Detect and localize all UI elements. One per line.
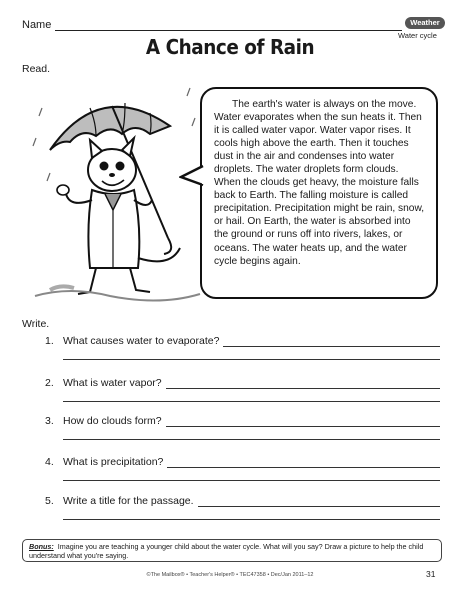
bonus-label: Bonus:: [29, 542, 54, 551]
answer-line[interactable]: [166, 418, 440, 427]
question-number: 2.: [45, 377, 54, 389]
reading-passage: The earth's water is always on the move. Water evaporates when the sun heats it. Then it is called water vapor. Water vapor rises. It cools high above the earth. Then it touches dust in the air and condenses into water droplets. The water droplets form clouds. When the clouds get heavy, the moisture falls back to Earth. The falling moisture is called precipitation. Precipitation might be rain, snow, or hail. On Earth, the water is absorbed into the ground or runs off into rivers, lakes, or oceans. The water heats up, and the water cycle begins again.: [214, 99, 425, 267]
question-text: What is water vapor?: [63, 377, 162, 389]
bonus-box: [22, 539, 442, 562]
bonus-text: Imagine you are teaching a younger child about the water cycle. What will you say? Draw a picture to help the child understand what you're saying.: [29, 542, 424, 561]
question-number: 4.: [45, 456, 54, 468]
answer-line[interactable]: [167, 459, 440, 468]
name-label: Name: [22, 19, 52, 31]
answer-line[interactable]: [63, 359, 440, 360]
question-2: [45, 375, 440, 389]
answer-line[interactable]: [63, 480, 440, 481]
question-number: 1.: [45, 335, 54, 347]
name-input-line[interactable]: [55, 21, 402, 31]
write-instruction: Write.: [22, 318, 50, 330]
topic-badge: Weather: [405, 17, 445, 29]
question-number: 3.: [45, 415, 54, 427]
cat-with-umbrella-illustration: [30, 78, 205, 308]
passage-speech-bubble: [200, 87, 438, 299]
answer-line[interactable]: [63, 519, 440, 520]
question-text: What is precipitation?: [63, 456, 164, 468]
question-number: 5.: [45, 495, 54, 507]
answer-line[interactable]: [198, 498, 440, 507]
answer-line[interactable]: [166, 380, 440, 389]
page-title: A Chance of Rain: [145, 35, 315, 59]
page-number: 31: [426, 569, 436, 579]
question-5: [45, 493, 440, 507]
speech-bubble-tail: [179, 163, 205, 189]
question-text: Write a title for the passage.: [63, 495, 194, 507]
question-4: [45, 454, 440, 468]
copyright-footer: ©The Mailbox® • Teacher's Helper® • TEC47358 • Dec/Jan 2011–12: [146, 572, 314, 578]
question-1: [45, 333, 440, 347]
answer-line[interactable]: [63, 401, 440, 402]
read-instruction: Read.: [22, 63, 51, 75]
answer-line[interactable]: [223, 338, 440, 347]
name-field-row: [22, 15, 402, 31]
subtopic-label: Water cycle: [398, 31, 437, 40]
question-text: What causes water to evaporate?: [63, 335, 220, 347]
question-text: How do clouds form?: [63, 415, 162, 427]
answer-line[interactable]: [63, 439, 440, 440]
question-3: [45, 413, 440, 427]
